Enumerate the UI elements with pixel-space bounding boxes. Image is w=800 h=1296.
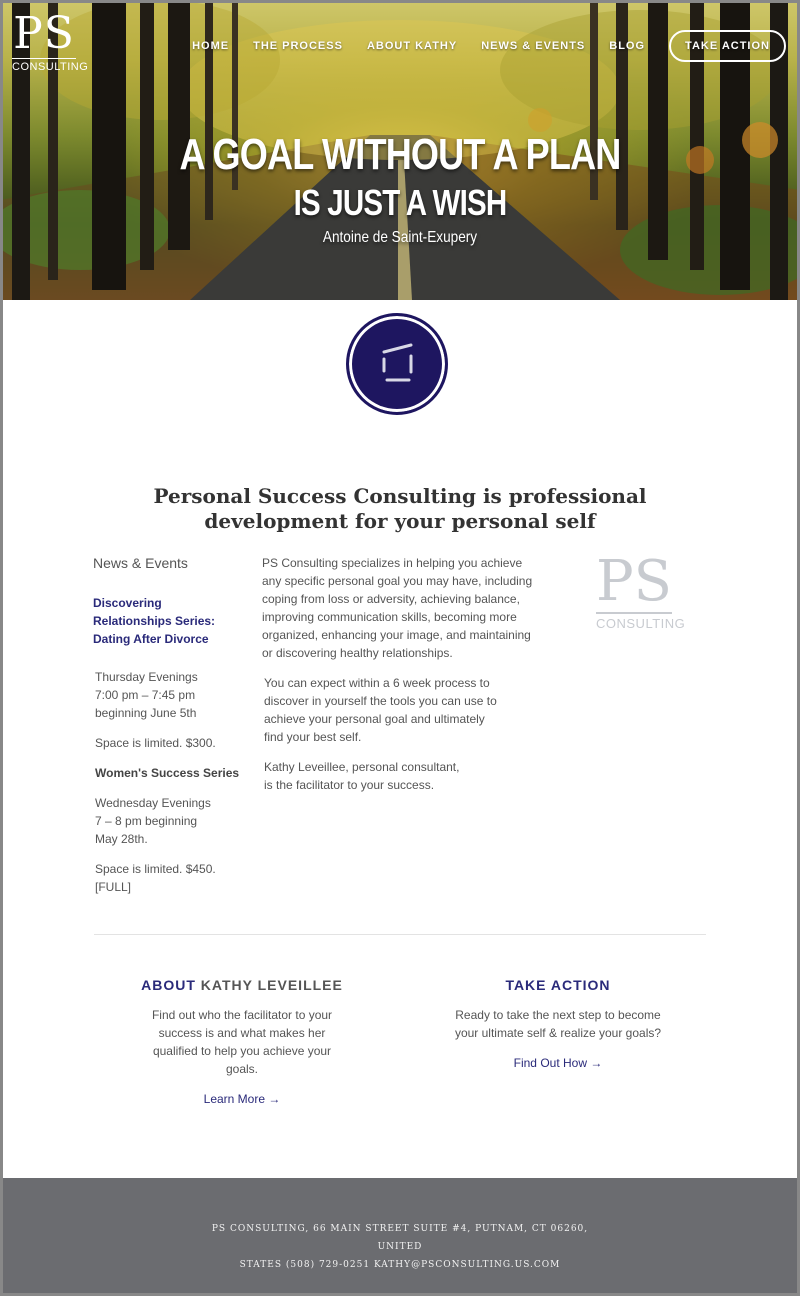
- event2-price: [93, 860, 243, 896]
- logo-gray-subtitle: CONSULTING: [596, 612, 672, 631]
- nav-home[interactable]: HOME: [192, 40, 230, 52]
- about-kathy-block: [112, 976, 372, 1108]
- intro-paragraph-2: You can expect within a 6 week process to discover in yourself the tools you can use to achieve your personal goal and ultimately find your best self.: [264, 676, 497, 744]
- event2-title: Women's Success Series: [95, 766, 240, 780]
- footer-address: [200, 1220, 600, 1274]
- take-action-block: [428, 976, 688, 1072]
- event1-price: Space is limited. $300.: [95, 736, 216, 750]
- about-heading: [112, 976, 372, 994]
- ps-consulting-logo-gray: [596, 549, 686, 631]
- hero-banner: [0, 0, 800, 300]
- event1-schedule: [93, 668, 243, 722]
- site-logo[interactable]: [12, 8, 89, 73]
- logo-letters: PS: [13, 8, 75, 59]
- take-action-heading: TAKE ACTION: [505, 977, 611, 993]
- main-nav: [192, 30, 786, 62]
- footer-address-line2[interactable]: STATES (508) 729-0251 KATHY@PSCONSULTING.US.COM: [239, 1260, 561, 1270]
- nav-about-kathy[interactable]: ABOUT KATHY: [366, 40, 458, 52]
- page-headline: Personal Success Consulting is professional development for your personal self: [153, 484, 647, 533]
- learn-more-link[interactable]: Learn More →: [203, 1092, 281, 1106]
- hero-quote-line1: A GOAL WITHOUT A PLAN: [179, 130, 621, 179]
- section-divider: [94, 934, 706, 935]
- event2-schedule: [93, 794, 243, 848]
- event2-full-badge: [FULL]: [95, 880, 132, 894]
- nav-news-events[interactable]: NEWS & EVENTS: [481, 40, 586, 52]
- logo-gray-letters: PS: [596, 549, 673, 614]
- logo-subtitle: CONSULTING: [12, 58, 76, 73]
- hero-quote-author: Antoine de Saint-Exupery: [322, 229, 478, 246]
- intro-paragraph-1: PS Consulting specializes in helping you achieve any specific personal goal you may have, including coping from loss or adversity, achieving balance, improving communication skills, becoming more organized, enhancing your image, and maintaining or discovering healthy relationships.: [262, 556, 533, 660]
- news-events-sidebar: [93, 554, 243, 908]
- take-action-button[interactable]: TAKE ACTION: [669, 30, 786, 62]
- about-heading-accent: ABOUT: [141, 977, 196, 993]
- event-link-dating-after-divorce[interactable]: Discovering Relationships Series: Dating After Divorce: [93, 596, 216, 646]
- intro-text: [262, 554, 542, 806]
- nav-the-process[interactable]: THE PROCESS: [253, 40, 343, 52]
- about-heading-name: KATHY LEVEILLEE: [200, 977, 343, 993]
- nav-blog[interactable]: BLOG: [609, 40, 646, 52]
- footer-address-line1: PS CONSULTING, 66 MAIN STREET SUITE #4, PUTNAM, CT 06260, UNITED: [211, 1224, 589, 1252]
- news-heading: News & Events: [93, 555, 188, 571]
- event1-day: Thursday Evenings: [95, 670, 198, 684]
- hero-quote-line2: IS JUST A WISH: [293, 182, 507, 223]
- site-footer: [0, 1178, 800, 1296]
- event1-time: 7:00 pm – 7:45 pm: [95, 688, 196, 702]
- take-action-text: Ready to take the next step to become your ultimate self & realize your goals?: [454, 1008, 662, 1040]
- event2-price-text: Space is limited. $450.: [95, 862, 216, 876]
- ps-emblem-icon: [346, 313, 448, 415]
- find-out-how-link[interactable]: Find Out How →: [513, 1056, 603, 1070]
- event2-time: 7 – 8 pm beginning: [95, 814, 198, 828]
- intro-paragraph-3: Kathy Leveillee, personal consultant, is the facilitator to your success.: [264, 760, 460, 792]
- event2-start: May 28th.: [95, 832, 148, 846]
- about-text: Find out who the facilitator to your success is and what makes her qualified to help you achieve your goals.: [151, 1008, 333, 1076]
- event2-day: Wednesday Evenings: [95, 796, 211, 810]
- event1-start: beginning June 5th: [95, 706, 197, 720]
